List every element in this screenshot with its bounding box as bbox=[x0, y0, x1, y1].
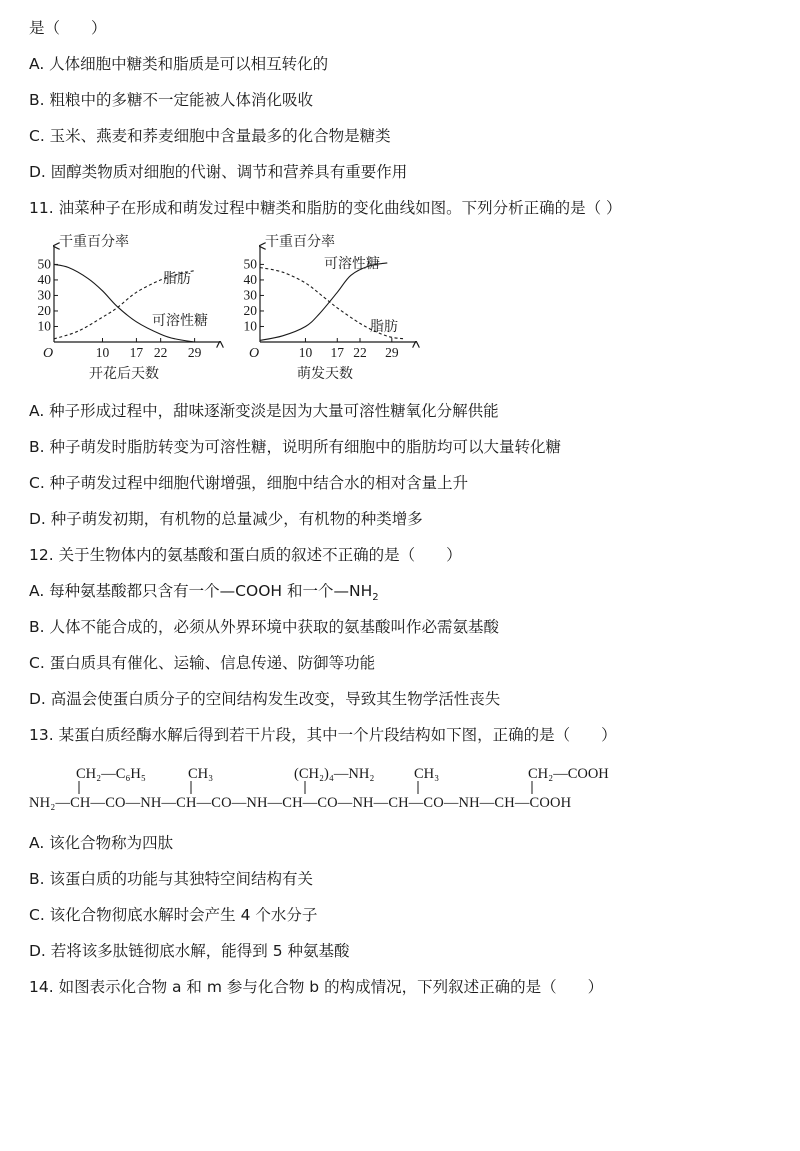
chart-flowering bbox=[38, 234, 221, 382]
y-tick-label: 30 bbox=[243, 287, 257, 303]
q12-option-a-text: A. 每种氨基酸都只含有一个—COOH 和一个—NH bbox=[29, 582, 373, 600]
q11-option-d: D. 种子萌发初期，有机物的总量减少，有机物的种类增多 bbox=[29, 510, 423, 528]
series-label: 脂肪 bbox=[163, 271, 191, 287]
q12-option-b: B. 人体不能合成的，必须从外界环境中获取的氨基酸叫作必需氨基酸 bbox=[29, 618, 499, 636]
x-axis-label: 开花后天数 bbox=[89, 366, 159, 382]
y-tick-label: 40 bbox=[37, 271, 51, 287]
q10-option-b: B. 粗粮中的多糖不一定能被人体消化吸收 bbox=[29, 91, 313, 109]
side-chain-2: CH₃ bbox=[188, 766, 214, 782]
y-tick-label: 20 bbox=[243, 302, 257, 318]
series-label: 脂肪 bbox=[370, 319, 398, 335]
q13-option-c: C. 该化合物彻底水解时会产生 4 个水分子 bbox=[29, 906, 318, 924]
q12-stem: 12. 关于生物体内的氨基酸和蛋白质的叙述不正确的是（ ） bbox=[29, 546, 462, 564]
q12-option-c: C. 蛋白质具有催化、运输、信息传递、防御等功能 bbox=[29, 654, 376, 672]
y-tick-label: 10 bbox=[243, 318, 257, 334]
q13-stem: 13. 某蛋白质经酶水解后得到若干片段，其中一个片段结构如下图，正确的是（ ） bbox=[29, 726, 617, 744]
chart-germination bbox=[244, 234, 417, 382]
q10-option-a: A. 人体细胞中糖类和脂质是可以相互转化的 bbox=[29, 55, 329, 73]
origin-label: O bbox=[42, 346, 54, 361]
x-tick-label: 17 bbox=[330, 345, 345, 360]
q12-option-a bbox=[29, 581, 379, 608]
q13-option-a: A. 该化合物称为四肽 bbox=[29, 834, 174, 852]
y-tick-label: 10 bbox=[37, 318, 51, 334]
q10-option-c: C. 玉米、燕麦和荞麦细胞中含量最多的化合物是糖类 bbox=[29, 127, 391, 145]
x-tick-label: 22 bbox=[353, 345, 367, 360]
q11-stem: 11. 油菜种子在形成和萌发过程中糖类和脂肪的变化曲线如图。下列分析正确的是（ ） bbox=[29, 199, 622, 217]
series-label: 可溶性糖 bbox=[324, 256, 380, 272]
x-axis-label: 萌发天数 bbox=[297, 366, 353, 382]
x-tick-label: 29 bbox=[385, 345, 399, 360]
q14-stem: 14. 如图表示化合物 a 和 m 参与化合物 b 的构成情况，下列叙述正确的是（ ） bbox=[29, 978, 604, 996]
y-tick-label: 40 bbox=[243, 271, 257, 287]
q10-option-d: D. 固醇类物质对细胞的代谢、调节和营养具有重要作用 bbox=[29, 163, 408, 181]
y-tick-label: 50 bbox=[243, 256, 257, 272]
q11-option-a: A. 种子形成过程中，甜味逐渐变淡是因为大量可溶性糖氧化分解供能 bbox=[29, 402, 499, 420]
q11-option-b: B. 种子萌发时脂肪转变为可溶性糖，说明所有细胞中的脂肪均可以大量转化糖 bbox=[29, 438, 561, 456]
q12-option-d: D. 高温会使蛋白质分子的空间结构发生改变，导致其生物学活性丧失 bbox=[29, 690, 501, 708]
y-tick-label: 20 bbox=[37, 302, 51, 318]
x-tick-label: 10 bbox=[298, 345, 313, 360]
series-label: 可溶性糖 bbox=[152, 313, 208, 329]
q10-stem-tail: 是（ ） bbox=[29, 19, 107, 37]
q11-figure bbox=[28, 232, 468, 384]
x-tick-label: 22 bbox=[153, 345, 168, 360]
x-tick-label: 17 bbox=[129, 345, 144, 360]
side-chain-4: CH₃ bbox=[414, 766, 440, 782]
side-chain-bonds bbox=[0, 781, 600, 795]
series-line bbox=[260, 263, 387, 341]
peptide-backbone: NH₂—CH—CO—NH—CH—CO—NH—CH—CO—NH—CH—CO—NH—CH—COOH bbox=[29, 795, 572, 811]
side-chain-1: CH₂—C₆H₅ bbox=[76, 766, 146, 782]
y-tick-label: 30 bbox=[37, 287, 51, 303]
x-tick-label: 29 bbox=[187, 345, 202, 360]
q12-option-a-subscript: 2 bbox=[372, 592, 379, 604]
y-tick-label: 50 bbox=[37, 256, 51, 272]
q13-option-d: D. 若将该多肽链彻底水解，能得到 5 种氨基酸 bbox=[29, 942, 350, 960]
y-axis-label: 干重百分率 bbox=[59, 234, 129, 250]
origin-label: O bbox=[248, 346, 260, 361]
side-chain-5: CH₂—COOH bbox=[528, 766, 609, 782]
side-chain-3: (CH₂)₄—NH₂ bbox=[294, 766, 375, 782]
q13-option-b: B. 该蛋白质的功能与其独特空间结构有关 bbox=[29, 870, 313, 888]
q11-option-c: C. 种子萌发过程中细胞代谢增强，细胞中结合水的相对含量上升 bbox=[29, 474, 469, 492]
y-axis-label: 干重百分率 bbox=[265, 234, 335, 250]
x-tick-label: 10 bbox=[95, 345, 110, 360]
